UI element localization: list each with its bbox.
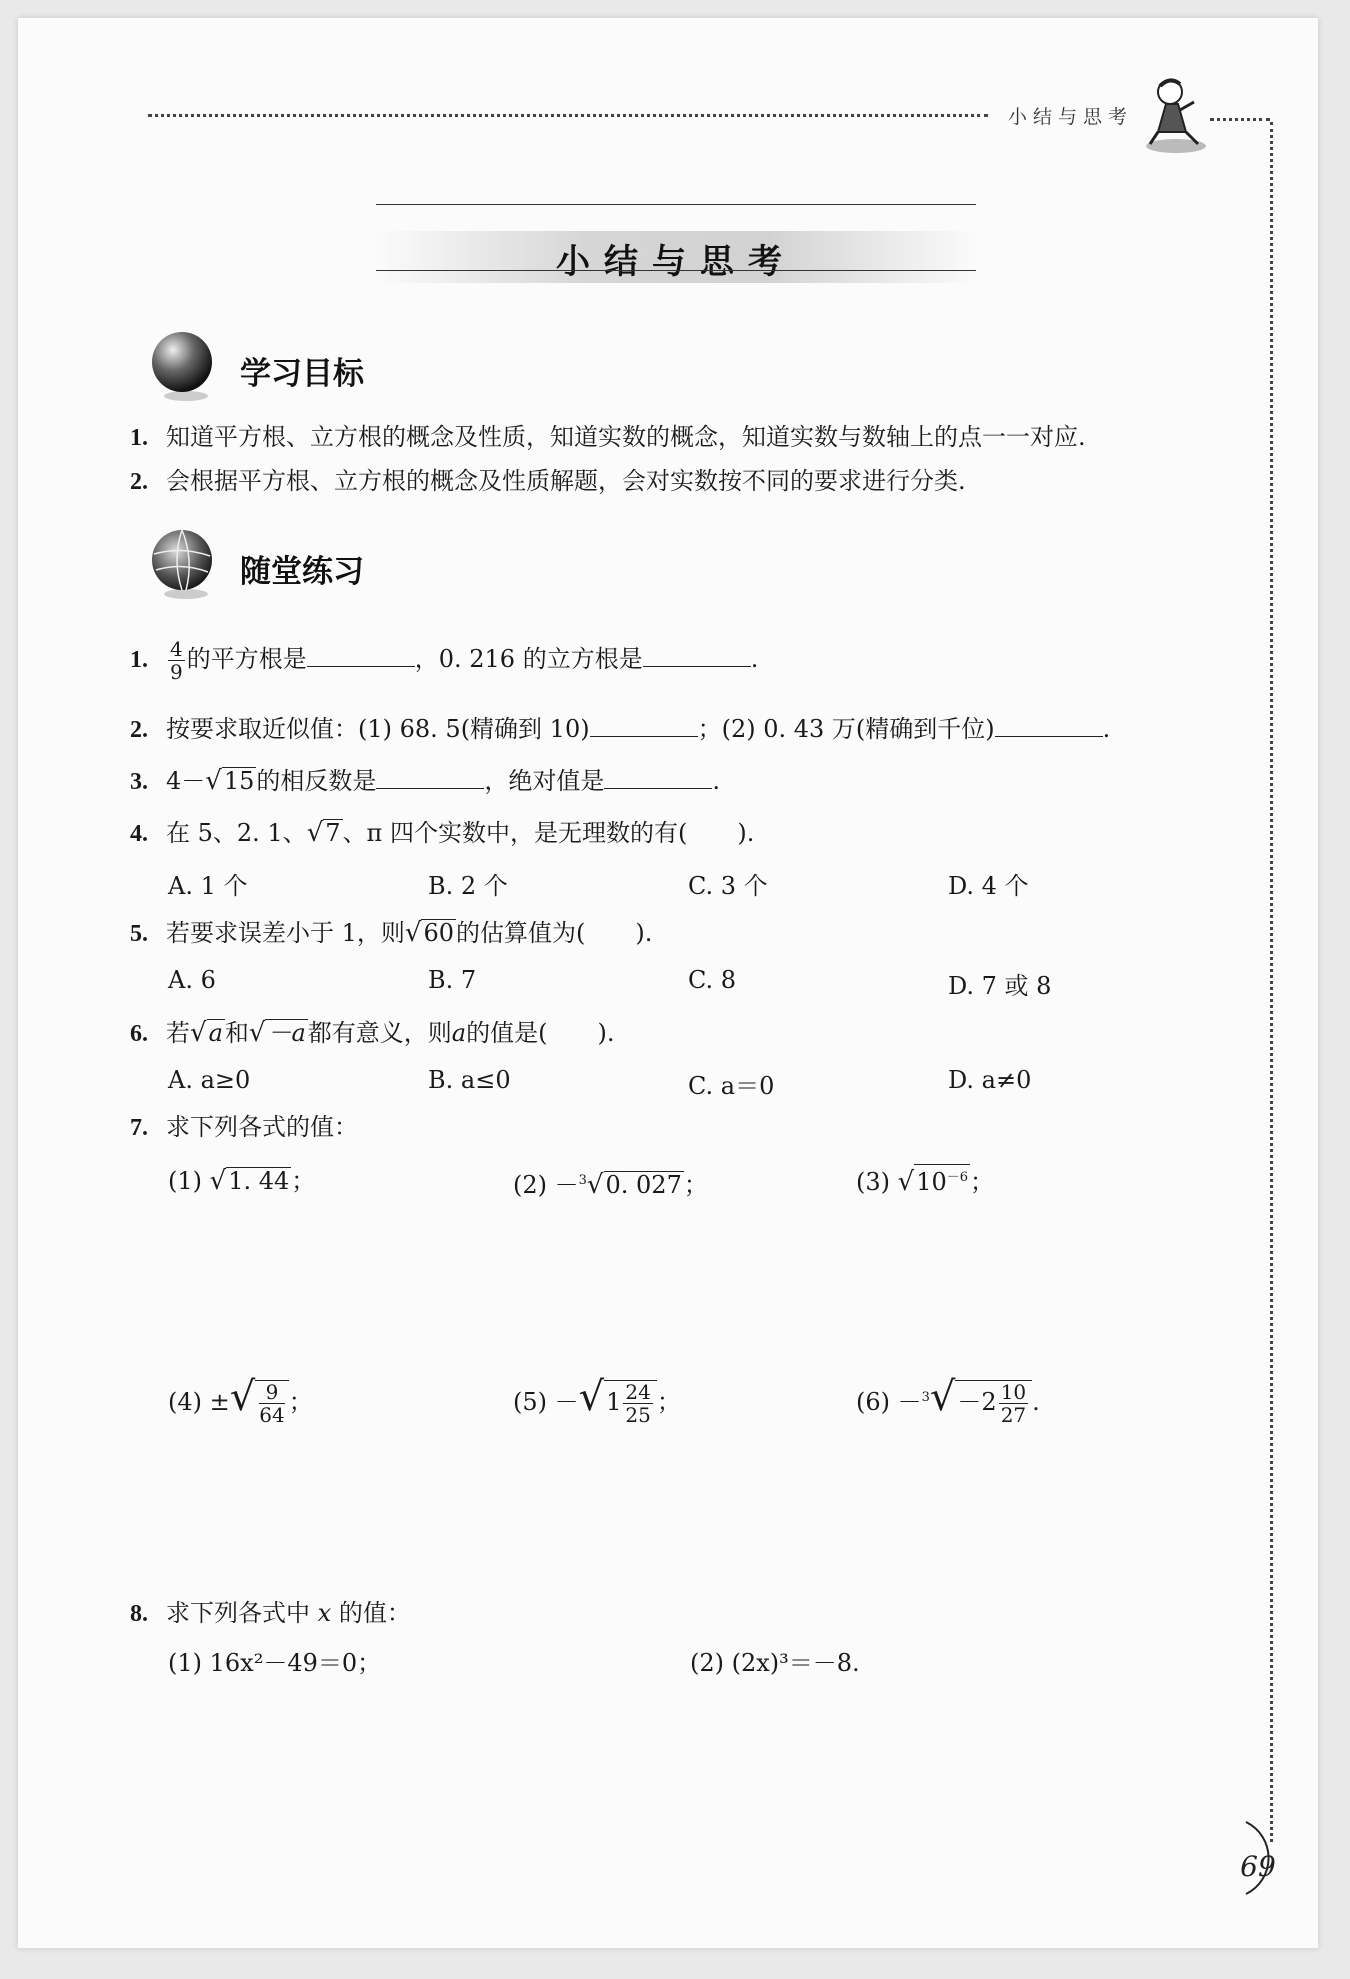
q7-part-3: (3) $√10^{-6}$；	[856, 1164, 994, 1199]
question-7: 7. 求下列各式的值：	[130, 1113, 358, 1141]
option-c[interactable]: C. 3 个	[688, 872, 768, 900]
objective-item: 2. 会根据平方根、立方根的概念及性质解题，会对实数按不同的要求进行分类.	[130, 467, 966, 495]
option-a[interactable]: A. a≥0	[168, 1066, 251, 1094]
header-dotted-rule	[148, 114, 988, 117]
radical-sign: √	[306, 818, 324, 848]
option-d[interactable]: D. 4 个	[948, 872, 1029, 900]
radical-sign: √	[929, 1374, 956, 1420]
radical-sign: √	[209, 1166, 227, 1196]
sphere-icon	[146, 328, 222, 404]
option-d[interactable]: D. a≠0	[948, 1066, 1032, 1094]
header-dotted-rule-right	[1210, 118, 1270, 121]
answer-blank[interactable]	[307, 644, 415, 667]
radical-sign: √	[404, 918, 422, 948]
thinking-student-icon	[1136, 74, 1214, 156]
radical-sign: √	[578, 1374, 605, 1420]
option-b[interactable]: B. 2 个	[428, 872, 508, 900]
running-title: 小结与思考	[1008, 106, 1134, 128]
answer-blank[interactable]	[376, 766, 484, 789]
page-title: 小结与思考	[556, 242, 796, 282]
question-2: 2. 按要求取近似值：(1) 68. 5(精确到 10) ；(2) 0. 43 万(精确到千位) .	[130, 715, 1111, 743]
answer-blank[interactable]	[604, 766, 712, 789]
radical-sign: √	[248, 1018, 266, 1048]
radical-sign: √	[229, 1374, 256, 1420]
answer-blank[interactable]	[643, 644, 751, 667]
option-d[interactable]: D. 7 或 8	[948, 972, 1052, 1000]
option-c[interactable]: C. 8	[688, 966, 737, 994]
question-6: 6. 若√a和√－a都有意义，则a的值是( ).	[130, 1018, 615, 1048]
side-dotted-rule	[1270, 122, 1273, 1842]
question-1: 1. $\frac{4}{9}$ 的平方根是 ，0. 216 的立方根是 .	[130, 637, 759, 684]
q7-part-5: (5) －√1 $\frac{24}{25}$ ；	[513, 1374, 681, 1427]
section-title-objectives: 学习目标	[240, 356, 364, 392]
q7-part-6: (6) －$^3$√－2 $\frac{10}{27}$ .	[856, 1374, 1040, 1427]
fraction: $\frac{4}{9}$	[170, 637, 183, 684]
q7-part-4: (4) ±√ $\frac{9}{64}$ ；	[168, 1374, 313, 1427]
option-a[interactable]: A. 1 个	[168, 872, 248, 900]
question-5: 5. 若要求误差小于 1，则√60的估算值为( ).	[130, 918, 653, 948]
title-rule-top	[376, 204, 976, 205]
question-4: 4. 在 5、2. 1、√7、π 四个实数中，是无理数的有( ).	[130, 818, 755, 848]
radical-sign: √	[205, 766, 222, 796]
question-3: 3. 4－√15的相反数是 ，绝对值是 .	[130, 766, 721, 796]
option-c[interactable]: C. a＝0	[688, 1072, 775, 1100]
title-rule-bottom	[376, 270, 976, 271]
objective-item: 1. 知道平方根、立方根的概念及性质，知道实数的概念，知道实数与数轴上的点一一对应.	[130, 423, 1086, 451]
page-number: 69	[1240, 1850, 1276, 1883]
answer-blank[interactable]	[995, 714, 1103, 737]
globe-icon	[146, 526, 222, 602]
section-title-practice: 随堂练习	[240, 554, 364, 590]
answer-blank[interactable]	[590, 714, 698, 737]
q8-part-2: (2) (2x)³＝－8.	[690, 1649, 860, 1677]
radical-sign: √	[586, 1170, 604, 1200]
option-b[interactable]: B. a≤0	[428, 1066, 511, 1094]
q7-part-2: (2) －$^3$√0. 027；	[513, 1170, 708, 1200]
q7-part-1: (1) √1. 44；	[168, 1166, 316, 1196]
radical-sign: √	[190, 1018, 207, 1048]
page	[18, 18, 1318, 1948]
q8-part-1: (1) 16x²－49＝0；	[168, 1649, 382, 1677]
option-b[interactable]: B. 7	[428, 966, 477, 994]
option-a[interactable]: A. 6	[168, 966, 216, 994]
question-8: 8. 求下列各式中 x 的值：	[130, 1599, 411, 1627]
radical-sign: √	[897, 1167, 915, 1197]
